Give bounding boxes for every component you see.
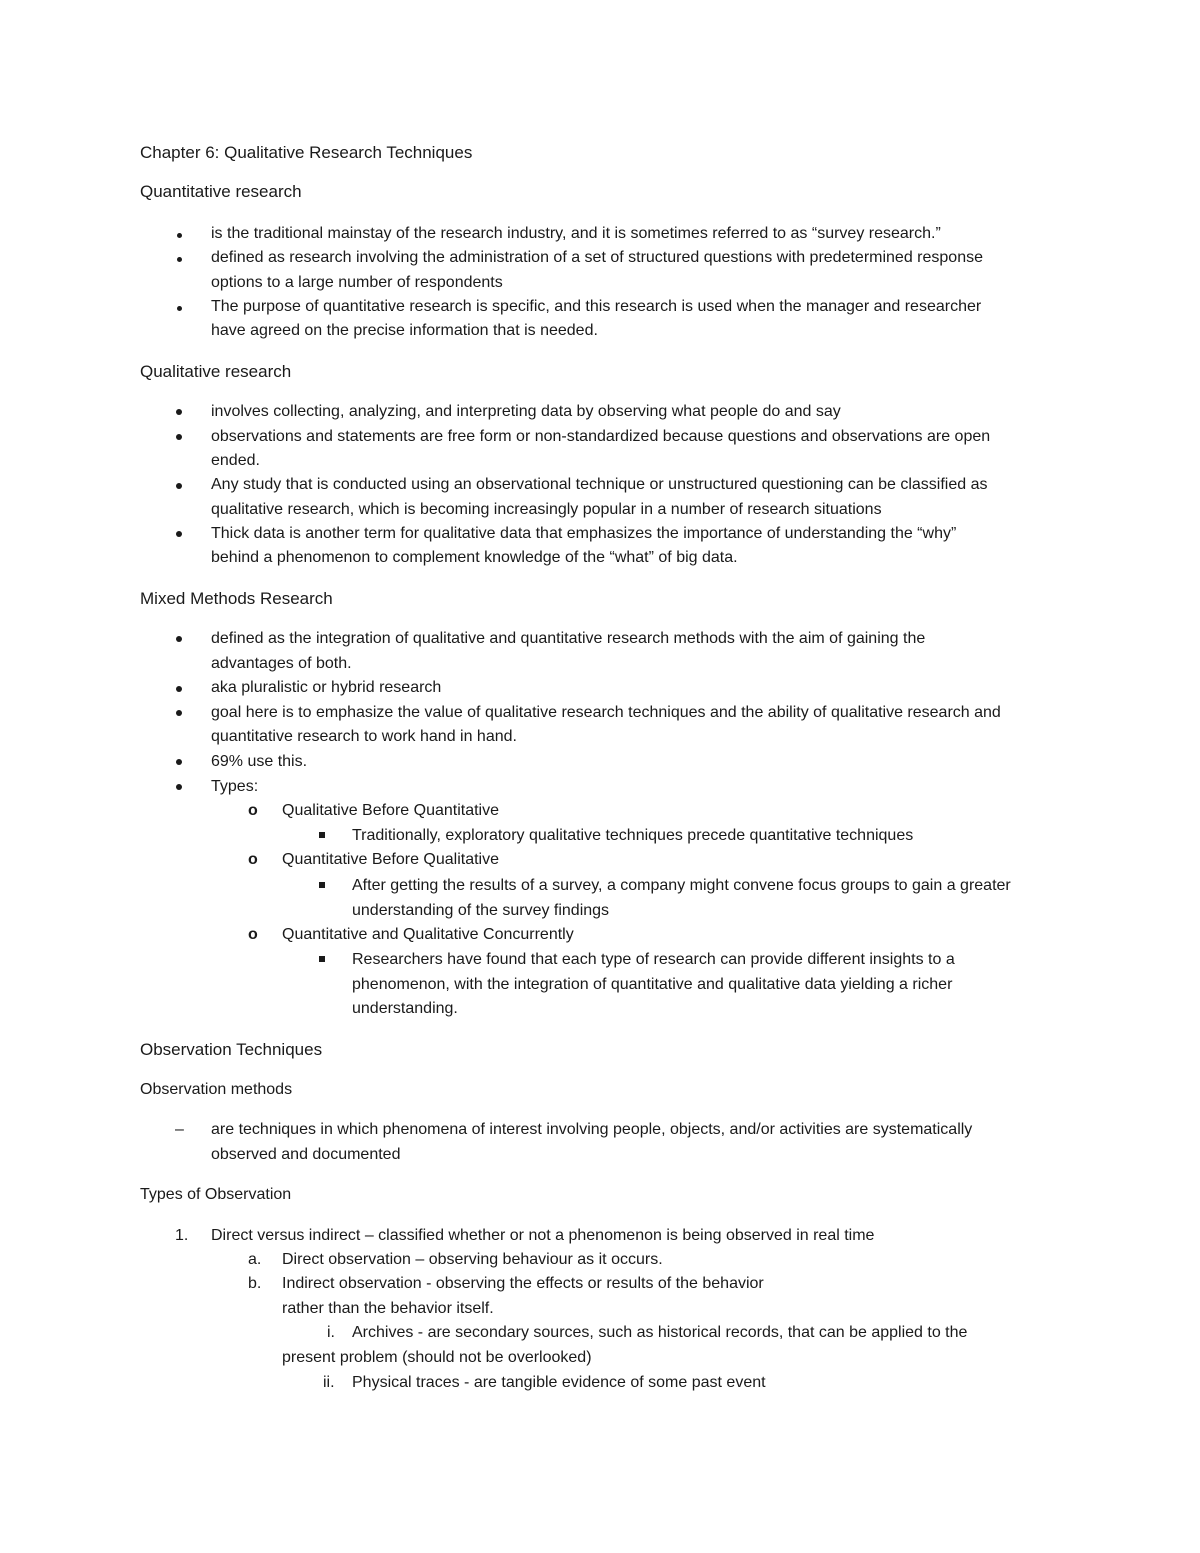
type-detail: Traditionally, exploratory qualitative techniques precede quantitative techniques (352, 827, 914, 844)
list-item: is the traditional mainstay of the research industry, and it is sometimes referred to as “survey research.” (211, 225, 941, 242)
list-item: The purpose of quantitative research is specific, and this research is used when the manager and researcher (211, 298, 982, 315)
roman-marker: ii. (323, 1374, 335, 1391)
list-item-continuation: qualitative research, which is becoming increasingly popular in a number of research situations (211, 501, 882, 518)
list-item-continuation: present problem (should not be overlooked) (282, 1349, 592, 1366)
bullet-icon (176, 531, 182, 537)
list-item-continuation: ended. (211, 452, 260, 469)
list-item: Direct versus indirect – classified whether or not a phenomenon is being observed in real time (211, 1227, 875, 1244)
list-item-continuation: quantitative research to work hand in hand. (211, 728, 517, 745)
section-heading-quantitative: Quantitative research (140, 182, 302, 201)
section-heading-qualitative: Qualitative research (140, 362, 292, 381)
number-marker: 1. (175, 1227, 189, 1244)
list-item: 69% use this. (211, 753, 308, 770)
list-item: defined as research involving the administration of a set of structured questions with predetermined response (211, 249, 983, 266)
bullet-icon (177, 257, 182, 262)
list-item: goal here is to emphasize the value of qualitative research techniques and the ability of qualitative research and (211, 704, 1001, 721)
document-title: Chapter 6: Qualitative Research Techniques (140, 143, 473, 162)
list-item-continuation: have agreed on the precise information that is needed. (211, 322, 598, 339)
bullet-icon (177, 306, 182, 311)
letter-marker: b. (248, 1275, 262, 1292)
list-item: Archives - are secondary sources, such as historical records, that can be applied to the (352, 1324, 968, 1341)
list-item: aka pluralistic or hybrid research (211, 679, 442, 696)
bullet-icon (176, 409, 182, 415)
bullet-icon (176, 434, 182, 440)
type-detail-continuation: understanding. (352, 1000, 458, 1017)
sub-bullet-marker: o (248, 851, 258, 868)
subheading-types-of-observation: Types of Observation (140, 1186, 292, 1203)
letter-marker: a. (248, 1251, 262, 1268)
square-bullet-icon (319, 882, 325, 888)
square-bullet-icon (319, 832, 325, 838)
list-item-continuation: behind a phenomenon to complement knowledge of the “what” of big data. (211, 549, 738, 566)
list-item: observations and statements are free form or non-standardized because questions and observations are open (211, 428, 991, 445)
sub-bullet-marker: o (248, 802, 258, 819)
roman-marker: i. (327, 1324, 335, 1341)
list-item: Direct observation – observing behaviour as it occurs. (282, 1251, 663, 1268)
bullet-icon (176, 483, 182, 489)
list-item: involves collecting, analyzing, and interpreting data by observing what people do and say (211, 403, 841, 420)
list-item: Types: (211, 778, 259, 795)
bullet-icon (177, 233, 182, 238)
section-heading-mixed-methods: Mixed Methods Research (140, 589, 333, 608)
list-item: defined as the integration of qualitative and quantitative research methods with the aim of gaining the (211, 630, 926, 647)
sub-bullet-marker: o (248, 926, 258, 943)
list-item-continuation: advantages of both. (211, 655, 352, 672)
list-item: are techniques in which phenomena of interest involving people, objects, and/or activities are systematically (211, 1121, 973, 1138)
bullet-icon (176, 759, 182, 765)
bullet-icon (176, 710, 182, 716)
bullet-icon (176, 686, 182, 692)
type-label: Qualitative Before Quantitative (282, 802, 500, 819)
subheading-observation-methods: Observation methods (140, 1081, 293, 1098)
type-detail: Researchers have found that each type of research can provide different insights to a (352, 951, 955, 968)
bullet-icon (176, 636, 182, 642)
section-heading-observation: Observation Techniques (140, 1040, 323, 1059)
type-label: Quantitative and Qualitative Concurrently (282, 926, 574, 943)
type-label: Quantitative Before Qualitative (282, 851, 500, 868)
type-detail-continuation: understanding of the survey findings (352, 902, 610, 919)
list-item-continuation: observed and documented (211, 1146, 401, 1163)
list-item-continuation: rather than the behavior itself. (282, 1300, 494, 1317)
list-item: Any study that is conducted using an observational technique or unstructured questioning can be classified as (211, 476, 988, 493)
list-item: Physical traces - are tangible evidence of some past event (352, 1374, 766, 1391)
list-item: Thick data is another term for qualitative data that emphasizes the importance of understanding the “why” (211, 525, 957, 542)
bullet-icon (176, 784, 182, 790)
square-bullet-icon (319, 956, 325, 962)
type-detail: After getting the results of a survey, a company might convene focus groups to gain a greater (352, 877, 1011, 894)
list-item-continuation: options to a large number of respondents (211, 274, 503, 291)
list-item: Indirect observation - observing the effects or results of the behavior (282, 1275, 764, 1292)
type-detail-continuation: phenomenon, with the integration of quantitative and qualitative data yielding a richer (352, 976, 953, 993)
dash-marker: – (175, 1121, 184, 1138)
